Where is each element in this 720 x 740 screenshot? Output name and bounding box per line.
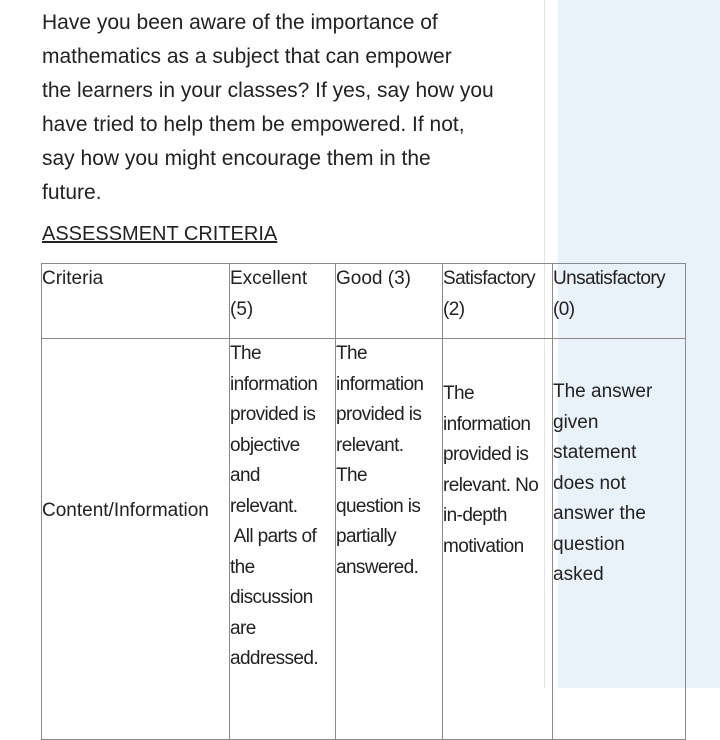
cell-line: statement (553, 442, 637, 463)
cell-line: question is (336, 495, 421, 517)
header-satisfactory (443, 264, 553, 339)
criteria-cell (42, 339, 230, 740)
cell-line: and (230, 465, 260, 486)
question-line: mathematics as a subject that can empower (42, 45, 452, 68)
assessment-criteria-heading: ASSESSMENT CRITERIA (42, 223, 278, 245)
cell-line: The (336, 343, 367, 364)
cell-line: information (230, 373, 318, 395)
cell-line: The (336, 465, 367, 486)
header-text: Unsatisfactory (553, 268, 665, 289)
cell-line: All parts of (230, 526, 317, 547)
cell-line: information (336, 373, 424, 395)
cell-line: relevant. No (443, 474, 539, 496)
table-header-row (42, 264, 686, 339)
header-text: Criteria (42, 268, 104, 289)
assessment-rubric-table (41, 263, 686, 740)
unsatisfactory-cell (553, 339, 686, 740)
table-row (42, 339, 686, 740)
cell-line: The answer (553, 381, 653, 402)
cell-line: provided is (443, 444, 529, 465)
header-criteria (42, 264, 230, 339)
header-good (336, 264, 443, 339)
header-unsatisfactory (553, 264, 686, 339)
cell-line: provided is (336, 404, 422, 425)
cell-line: in-depth (443, 505, 507, 526)
header-text: (5) (230, 298, 254, 320)
question-line: future. (42, 181, 102, 204)
cell-line: question (553, 533, 625, 555)
header-text: Excellent (230, 268, 308, 289)
header-text: Good (3) (336, 268, 411, 289)
cell-line: answered. (336, 556, 419, 578)
cell-line: discussion (230, 587, 313, 608)
cell-line: the (230, 556, 255, 578)
question-line: Have you been aware of the importance of (42, 11, 438, 34)
header-text: (0) (553, 298, 575, 320)
cell-line: The (230, 343, 261, 364)
header-text: Satisfactory (443, 268, 536, 289)
question-paragraph (42, 6, 542, 210)
cell-line: relevant. (336, 434, 404, 456)
criteria-label: Content/Information (42, 500, 209, 522)
question-line: the learners in your classes? If yes, say how you (42, 79, 494, 102)
question-line: say how you might encourage them in the (42, 147, 431, 170)
cell-line: asked (553, 564, 604, 585)
excellent-cell (230, 339, 336, 740)
question-line: have tried to help them be empowered. If not, (42, 113, 465, 136)
cell-line: provided is (230, 404, 316, 425)
header-text: (2) (443, 298, 465, 320)
header-excellent (230, 264, 336, 339)
cell-line: are (230, 617, 256, 639)
good-cell (336, 339, 443, 740)
cell-line: motivation (443, 535, 524, 557)
cell-line: given (553, 411, 599, 433)
cell-line: partially (336, 526, 397, 547)
cell-line: does not (553, 472, 626, 494)
cell-line: answer the (553, 503, 646, 524)
cell-line: relevant. (230, 495, 298, 517)
satisfactory-cell (443, 339, 553, 740)
cell-line: The (443, 383, 474, 404)
cell-line: objective (230, 434, 300, 456)
cell-line: addressed. (230, 648, 319, 669)
cell-line: information (443, 413, 531, 435)
